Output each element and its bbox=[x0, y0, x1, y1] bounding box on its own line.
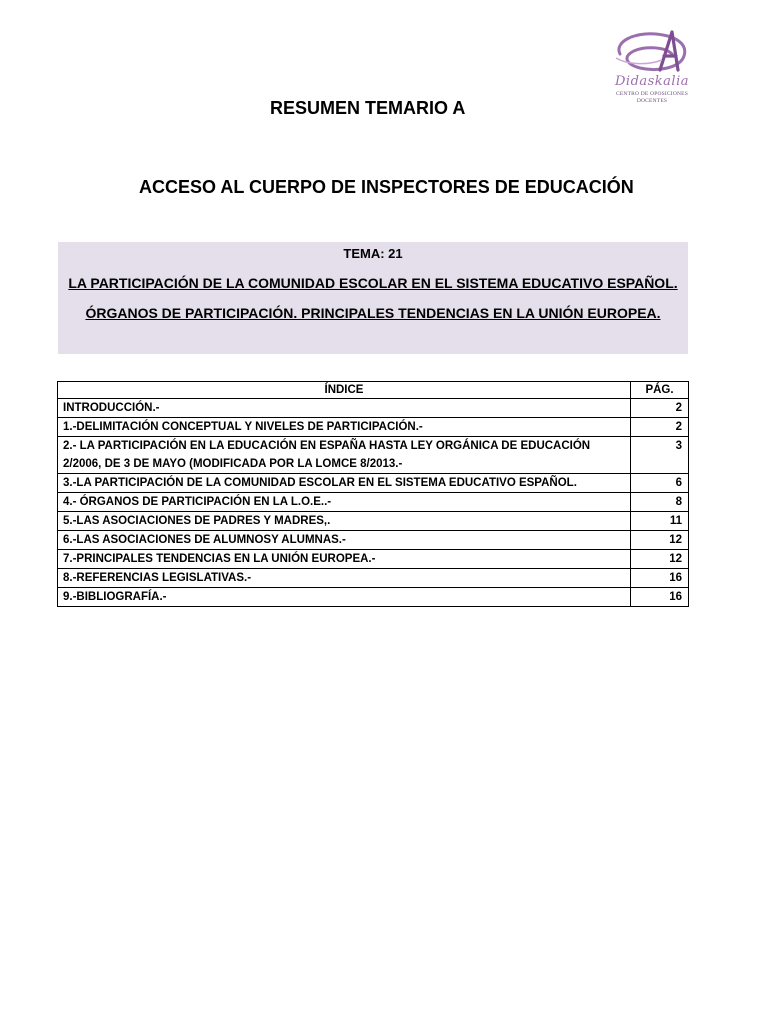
index-header-row bbox=[58, 382, 689, 399]
document-title: RESUMEN TEMARIO A bbox=[270, 98, 466, 118]
didaskalia-logo bbox=[606, 24, 698, 120]
index-header-section: ÍNDICE bbox=[58, 382, 631, 399]
table-row bbox=[58, 569, 689, 588]
index-entry-page: 12 bbox=[631, 531, 689, 550]
index-entry-page: 11 bbox=[631, 512, 689, 531]
index-entry-title: 7.-PRINCIPALES TENDENCIAS EN LA UNIÓN EUROPEA.- bbox=[58, 550, 631, 569]
index-entry-title: 4.- ÓRGANOS DE PARTICIPACIÓN EN LA L.O.E..- bbox=[58, 493, 631, 512]
table-row bbox=[58, 493, 689, 512]
table-row bbox=[58, 474, 689, 493]
index-entry-title: 6.-LAS ASOCIACIONES DE ALUMNOSY ALUMNAS.- bbox=[58, 531, 631, 550]
index-header-page: PÁG. bbox=[631, 382, 689, 399]
table-row bbox=[58, 418, 689, 437]
index-entry-title: 9.-BIBLIOGRAFÍA.- bbox=[58, 588, 631, 607]
document-subtitle: ACCESO AL CUERPO DE INSPECTORES DE EDUCACIÓN bbox=[139, 177, 634, 197]
index-entry-page: 16 bbox=[631, 569, 689, 588]
logo-tagline-line1: CENTRO DE OPOSICIONES bbox=[615, 91, 689, 97]
topic-label: TEMA: 21 bbox=[343, 246, 403, 261]
table-row bbox=[58, 512, 689, 531]
index-entry-page: 2 bbox=[631, 399, 689, 418]
index-entry-page: 6 bbox=[631, 474, 689, 493]
topic-box bbox=[58, 242, 688, 354]
logo-emblem-icon bbox=[606, 24, 698, 78]
logo-tagline bbox=[606, 91, 698, 105]
index-entry-title: 8.-REFERENCIAS LEGISLATIVAS.- bbox=[58, 569, 631, 588]
index-entry-page: 12 bbox=[631, 550, 689, 569]
topic-title: LA PARTICIPACIÓN DE LA COMUNIDAD ESCOLAR EN EL SISTEMA EDUCATIVO ESPAÑOL. ÓRGANOS DE PARTICIPACIÓN. PRINCIPALES TENDENCIAS EN LA UNIÓN EUROPEA. bbox=[68, 275, 678, 321]
index-entry-page: 16 bbox=[631, 588, 689, 607]
index-entry-title: 2.- LA PARTICIPACIÓN EN LA EDUCACIÓN EN ESPAÑA HASTA LEY ORGÁNICA DE EDUCACIÓN 2/2006, DE 3 DE MAYO (MODIFICADA POR LA LOMCE 8/2013.- bbox=[58, 437, 631, 474]
index-entry-title: 1.-DELIMITACIÓN CONCEPTUAL Y NIVELES DE PARTICIPACIÓN.- bbox=[58, 418, 631, 437]
table-row bbox=[58, 437, 689, 474]
index-table bbox=[57, 381, 689, 607]
index-entry-title: 3.-LA PARTICIPACIÓN DE LA COMUNIDAD ESCOLAR EN EL SISTEMA EDUCATIVO ESPAÑOL. bbox=[58, 474, 631, 493]
logo-tagline-line2: DOCENTES bbox=[636, 98, 668, 104]
index-entry-title: INTRODUCCIÓN.- bbox=[58, 399, 631, 418]
index-entry-title: 5.-LAS ASOCIACIONES DE PADRES Y MADRES,. bbox=[58, 512, 631, 531]
table-row bbox=[58, 588, 689, 607]
table-row bbox=[58, 399, 689, 418]
index-entry-page: 2 bbox=[631, 418, 689, 437]
index-entry-page: 3 bbox=[631, 437, 689, 474]
index-entry-page: 8 bbox=[631, 493, 689, 512]
logo-name: Didaskalia bbox=[614, 74, 690, 89]
table-row bbox=[58, 550, 689, 569]
table-row bbox=[58, 531, 689, 550]
